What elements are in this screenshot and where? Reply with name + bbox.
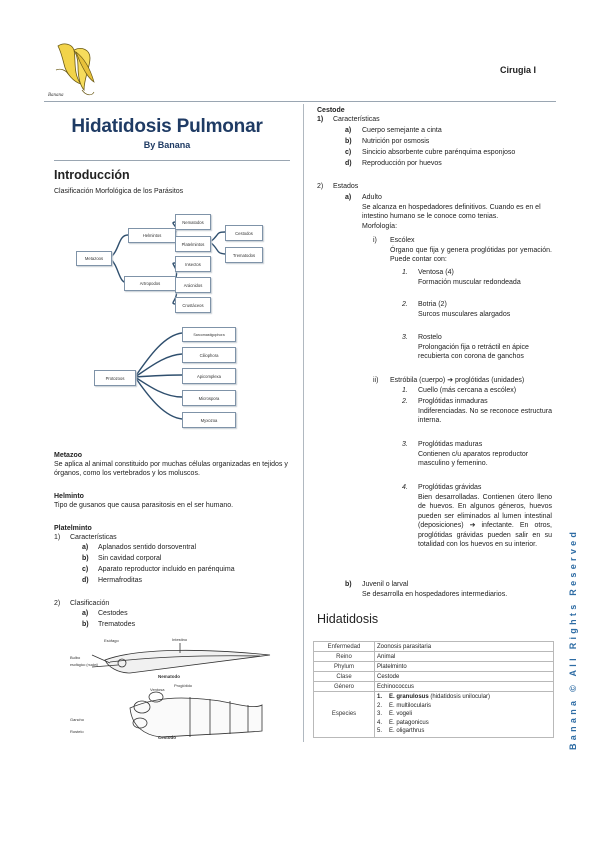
helminto-text: Tipo de gusanos que causa parasitosis en el ser humano. xyxy=(54,502,234,509)
morfologia-label: Morfología: xyxy=(362,223,398,230)
node-aracnidos: Arácnidos xyxy=(175,277,211,293)
table-cell-key: Clase xyxy=(314,672,375,682)
escolex-item-desc: Formación muscular redondeada xyxy=(418,279,521,286)
label-proglotido: Proglótido xyxy=(174,683,193,688)
node-artropodos: Artropodos xyxy=(124,276,176,291)
watermark-text: Banana © All Rights Reserved xyxy=(568,528,578,750)
metazoo-heading: Metazoo xyxy=(54,452,82,459)
table-cell-key: Phylum xyxy=(314,662,375,672)
cest-char-marker: a) xyxy=(345,127,352,134)
especie-text: E. patagonicus xyxy=(389,719,429,726)
estrobila-item-desc: Bien desarrolladas. Contienen útero lleno de huevos. En algunos géneros, huevos pueden ser eliminados al lumen intestinal (deposiciones) ➔ infectante. En otros, proglótidas grávidas pueden salir en su totalidad con los huevos en su interior. xyxy=(418,494,552,549)
table-row xyxy=(314,662,554,672)
estrobila-item-title: Proglótidas grávidas xyxy=(418,484,482,491)
label-ventosa: Ventosa xyxy=(150,687,165,692)
plat-char-marker: c) xyxy=(82,566,89,573)
worm-figure xyxy=(70,635,285,745)
label-esofagico: esofágico (nuclei) xyxy=(70,663,99,667)
estrobila-item-marker: 2. xyxy=(402,398,408,405)
node-trematodos: Trematodos xyxy=(225,247,263,263)
plat-char-marker: d) xyxy=(82,577,89,584)
table-row xyxy=(314,682,554,692)
plat-char-text: Aplanados sentido dorsoventral xyxy=(98,544,197,551)
cestode-s1-label: Características xyxy=(333,116,380,123)
cestode-heading: Cestode xyxy=(317,107,345,114)
node-platelmintos: Platelmintos xyxy=(175,236,211,252)
estrobila-item-title: Proglótidas inmaduras xyxy=(418,398,488,405)
table-cell-key: Enfermedad xyxy=(314,642,375,652)
plat-class-text: Trematodes xyxy=(98,621,136,628)
especie-marker: 3. xyxy=(377,711,383,718)
escolex-item-desc: Surcos musculares alargados xyxy=(418,311,511,318)
node-helmintos: Helmintos xyxy=(128,228,176,243)
especie-bold: E. granulosus xyxy=(389,694,429,700)
table-cell-key: Especies xyxy=(314,692,375,738)
cest-char-marker: c) xyxy=(345,149,352,156)
plat-char-marker: b) xyxy=(82,555,89,562)
helminto-heading: Helminto xyxy=(54,493,84,500)
classification-caption: Clasificación Morfológica de los Parásitos xyxy=(54,188,184,195)
label-gancho: Gancho xyxy=(70,717,85,722)
cest-char-text: Reproducción por huevos xyxy=(362,160,442,167)
node-ciliophora: Ciliophora xyxy=(182,347,236,363)
cestode-s2-label: Estados xyxy=(333,183,359,190)
node-crustaceos: Crustáceos xyxy=(175,297,211,313)
escolex-item-title: Botria (2) xyxy=(418,301,447,308)
especie-text: E. oligarthrus xyxy=(389,728,425,735)
cest-char-text: Cuerpo semejante a cinta xyxy=(362,127,442,134)
cest-char-text: Sincicio absorbente cubre parénquima esponjoso xyxy=(362,149,516,156)
metazoo-text: Se aplica al animal constituido por muchas células organizadas en tejidos y órganos, como los vertebrados y los moluscos. xyxy=(54,461,288,478)
course-name: Cirugia I xyxy=(500,65,537,75)
table-cell-value: Echinococcus xyxy=(375,682,554,692)
especie-marker: 1. xyxy=(377,694,383,700)
table-cell-value: Platelminto xyxy=(375,662,554,672)
juvenil-marker: b) xyxy=(345,581,352,588)
plat-char-text: Hermafroditas xyxy=(98,577,142,584)
title-divider xyxy=(54,160,290,161)
column-divider xyxy=(303,104,304,742)
label-intestino: Intestino xyxy=(172,637,188,642)
escolex-item-marker: 2. xyxy=(402,301,408,308)
platelminto-s1-label: Características xyxy=(70,534,117,541)
estrobila-item-desc: Contienen c/u aparatos reproductor masculino y femenino. xyxy=(418,451,529,468)
cestode-s2-num: 2) xyxy=(317,183,324,190)
especie-marker: 2. xyxy=(377,702,383,709)
node-microspora: Microspora xyxy=(182,390,236,406)
adulto-label: Adulto xyxy=(362,194,382,201)
juvenil-text: Se desarrolla en hospedadores intermediarios. xyxy=(362,591,508,598)
especie-marker: 4. xyxy=(377,719,383,726)
label-nematodo: Nematodo xyxy=(158,674,181,679)
platelminto-s1-num: 1) xyxy=(54,534,61,541)
node-protozoos: Protozoos xyxy=(94,370,136,386)
platelminto-heading: Platelminto xyxy=(54,525,92,532)
platelminto-s2-label: Clasificación xyxy=(70,600,110,607)
cest-char-marker: d) xyxy=(345,160,352,167)
escolex-item-marker: 1. xyxy=(402,269,408,276)
cestode-s1-num: 1) xyxy=(317,116,324,123)
table-cell-key: Género xyxy=(314,682,375,692)
node-metazoos: Metazoos xyxy=(76,251,112,266)
table-row xyxy=(314,652,554,662)
table-row xyxy=(314,692,554,738)
estrobila-item-marker: 3. xyxy=(402,441,408,448)
label-rostelo: Rostelo xyxy=(70,729,84,734)
estrobila-item-marker: 4. xyxy=(402,484,408,491)
platelminto-s2-num: 2) xyxy=(54,600,61,607)
label-bulbo: Bulbo xyxy=(70,655,81,660)
escolex-marker: i) xyxy=(373,237,377,244)
plat-char-text: Sin cavidad corporal xyxy=(98,555,162,562)
table-cell-key: Reino xyxy=(314,652,375,662)
especie-text: E. multilocularis xyxy=(389,702,432,709)
hidatidosis-heading: Hidatidosis xyxy=(317,612,379,626)
plat-class-marker: a) xyxy=(82,610,89,617)
plat-char-text: Aparato reproductor incluido en parénquima xyxy=(98,566,235,573)
label-cestodo: Cestodo xyxy=(158,735,176,740)
node-insectos: Insectos xyxy=(175,256,211,272)
estrobila-item-title: Proglótidas maduras xyxy=(418,441,483,448)
label-esofago: Esófago xyxy=(104,638,119,643)
estrobila-item-desc: Indiferenciadas. No se reconoce estructura interna. xyxy=(418,408,552,425)
estrobila-marker: ii) xyxy=(373,377,379,384)
escolex-item-desc: Prolongación fija o retráctil en ápice recubierta con corona de ganchos xyxy=(418,344,529,361)
especies-list xyxy=(375,692,554,738)
estrobila-item-title: Cuello (más cercana a escólex) xyxy=(418,387,517,394)
hidatidosis-table xyxy=(313,641,554,738)
escolex-text: Órgano que fija y genera proglótidas por yemación. Puede contar con: xyxy=(390,247,552,264)
plat-char-marker: a) xyxy=(82,544,89,551)
page-title: Hidatidosis Pulmonar xyxy=(71,116,263,137)
header-divider xyxy=(44,101,556,102)
intro-heading: Introducción xyxy=(54,168,130,182)
table-cell-value: Zoonosis parasitaria xyxy=(375,642,554,652)
adulto-marker: a) xyxy=(345,194,352,201)
banana-logo xyxy=(46,40,108,98)
node-apicomplexa: Apicomplexa xyxy=(182,368,236,384)
estrobila-label: Estróbila (cuerpo) ➔ proglótidas (unidades) xyxy=(390,377,525,384)
especie-text: E. vogeli xyxy=(389,711,413,718)
plat-class-marker: b) xyxy=(82,621,89,628)
page-subtitle: By Banana xyxy=(143,140,191,150)
especie-text: (hidatidosis unilocular) xyxy=(428,694,491,700)
juvenil-label: Juvenil o larval xyxy=(362,581,409,588)
table-row xyxy=(314,672,554,682)
copyright-watermark xyxy=(566,520,586,750)
escolex-item-title: Ventosa (4) xyxy=(418,269,454,276)
escolex-label: Escólex xyxy=(390,237,415,244)
especie-marker: 5. xyxy=(377,728,383,735)
table-row xyxy=(314,642,554,652)
table-cell-value: Cestode xyxy=(375,672,554,682)
escolex-item-title: Rostelo xyxy=(418,334,442,341)
adulto-text: Se alcanza en hospedadores definitivos. Cuando es en el intestino humano se le conoce como tenias. xyxy=(362,204,541,221)
node-sarcomastigophora: Sarcomastigophora xyxy=(182,327,236,342)
estrobila-item-marker: 1. xyxy=(402,387,408,394)
plat-class-text: Cestodes xyxy=(98,610,128,617)
cest-char-marker: b) xyxy=(345,138,352,145)
cest-char-text: Nutrición por osmosis xyxy=(362,138,430,145)
logo-caption: Banana xyxy=(48,93,64,98)
escolex-item-marker: 3. xyxy=(402,334,408,341)
node-cestodos: Cestodos xyxy=(225,225,263,241)
table-cell-value: Animal xyxy=(375,652,554,662)
node-nematodos: Nematodos xyxy=(175,214,211,230)
node-myxozoa: Myxozoa xyxy=(182,412,236,428)
